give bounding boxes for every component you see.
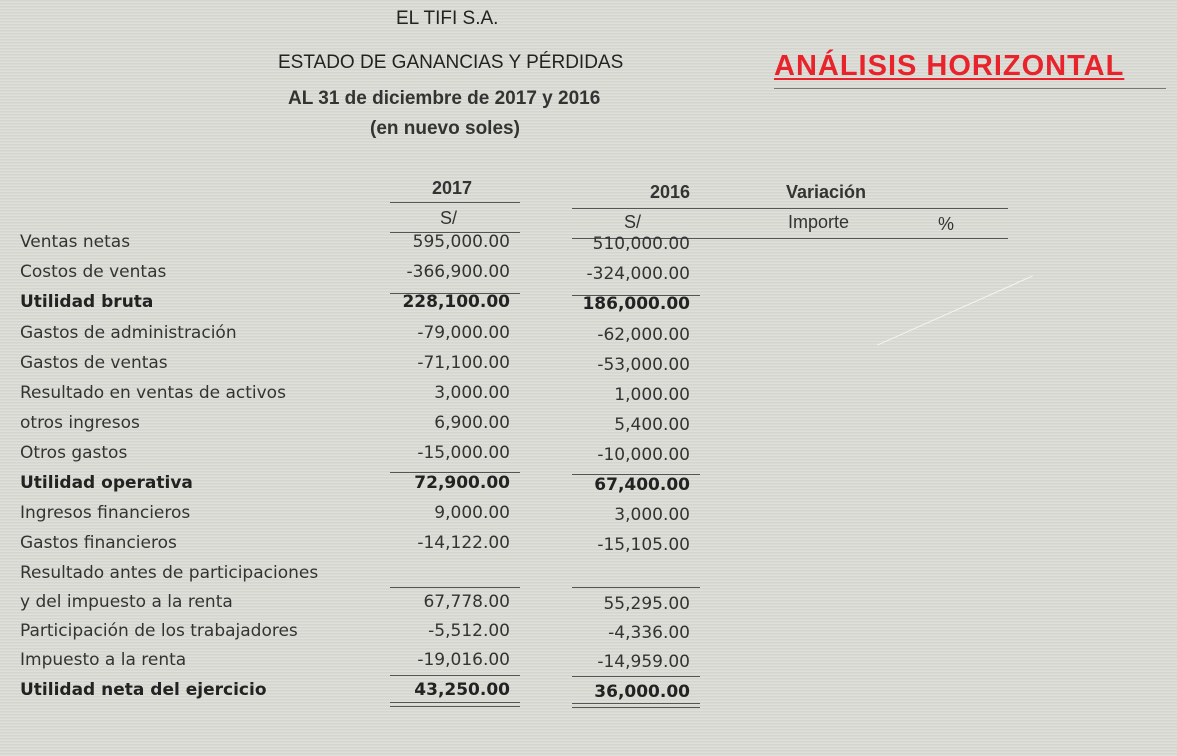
value-2016: 186,000.00 [582, 294, 690, 314]
currency-note: (en nuevo soles) [370, 118, 520, 139]
row-label: Gastos financieros [20, 533, 177, 553]
value-2016: -324,000.00 [586, 264, 690, 284]
row-label: Utilidad operativa [20, 473, 193, 493]
statement-title: ESTADO DE GANANCIAS Y PÉRDIDAS [278, 52, 624, 73]
date-line: AL 31 de diciembre de 2017 y 2016 [288, 88, 601, 109]
analysis-title: ANÁLISIS HORIZONTAL [774, 50, 1125, 82]
row-label: Gastos de administración [20, 323, 237, 343]
value-2017: -14,122.00 [417, 533, 510, 553]
value-2017: 6,900.00 [434, 413, 510, 433]
value-2016: 55,295.00 [603, 594, 690, 614]
row-label: Impuesto a la renta [20, 650, 187, 670]
column-2017-currency: S/ [440, 208, 458, 228]
value-2017: -19,016.00 [417, 650, 510, 670]
row-label: Resultado antes de participaciones [20, 563, 319, 583]
value-2016: -53,000.00 [597, 355, 690, 375]
row-label: Gastos de ventas [20, 353, 168, 373]
total-double-rule-2017 [390, 702, 520, 707]
column-2016-header: 2016 [650, 182, 691, 202]
value-2016: 36,000.00 [594, 682, 690, 702]
row-label: Ventas netas [20, 232, 131, 252]
row-label: Participación de los trabajadores [20, 621, 298, 641]
company-name: EL TIFI S.A. [396, 8, 499, 29]
value-2016: -10,000.00 [597, 445, 690, 465]
column-2016-currency: S/ [624, 212, 642, 232]
row-label: Utilidad neta del ejercicio [20, 680, 267, 700]
value-2017: 43,250.00 [414, 680, 510, 700]
subtotal-rule-2016 [572, 295, 700, 296]
value-2016: -62,000.00 [597, 325, 690, 345]
photo-glare [877, 275, 1033, 345]
value-2017: 67,778.00 [423, 592, 510, 612]
subtotal-rule-2017 [390, 293, 520, 294]
value-2017: 72,900.00 [414, 473, 510, 493]
subtotal-rule-2016 [572, 587, 700, 588]
value-2016: -4,336.00 [608, 623, 690, 643]
analysis-underline [774, 88, 1166, 89]
value-2017: 595,000.00 [412, 232, 510, 252]
value-2017: 9,000.00 [434, 503, 510, 523]
subtotal-rule-2017 [390, 587, 520, 588]
header-rule-2016 [572, 208, 1008, 209]
percent-header: % [938, 214, 955, 234]
total-double-rule-2016 [572, 703, 700, 708]
value-2017: 228,100.00 [402, 292, 510, 312]
value-2016: 510,000.00 [592, 234, 690, 254]
value-2017: -366,900.00 [406, 262, 510, 282]
value-2017: -71,100.00 [417, 353, 510, 373]
row-label: Otros gastos [20, 443, 128, 463]
subtotal-rule-2017 [390, 675, 520, 676]
row-label: otros ingresos [20, 413, 140, 433]
value-2017: -5,512.00 [428, 621, 510, 641]
row-label: y del impuesto a la renta [20, 592, 233, 612]
subtotal-rule-2016 [572, 676, 700, 677]
value-2017: -79,000.00 [417, 323, 510, 343]
value-2017: -15,000.00 [417, 443, 510, 463]
value-2016: 5,400.00 [614, 415, 690, 435]
value-2016: 1,000.00 [614, 385, 690, 405]
value-2016: 67,400.00 [594, 475, 690, 495]
subtotal-rule-2017 [390, 472, 520, 473]
value-2016: -15,105.00 [597, 535, 690, 555]
amount-header: Importe [788, 212, 850, 232]
column-2017-header: 2017 [432, 178, 473, 198]
value-2016: 3,000.00 [614, 505, 690, 525]
row-label: Ingresos financieros [20, 503, 191, 523]
value-2016: -14,959.00 [597, 652, 690, 672]
variation-header: Variación [786, 182, 867, 202]
row-label: Utilidad bruta [20, 292, 154, 312]
subtotal-rule-2016 [572, 474, 700, 475]
value-2017: 3,000.00 [434, 383, 510, 403]
row-label: Costos de ventas [20, 262, 167, 282]
header-rule-2017 [390, 202, 520, 203]
row-label: Resultado en ventas de activos [20, 383, 286, 403]
